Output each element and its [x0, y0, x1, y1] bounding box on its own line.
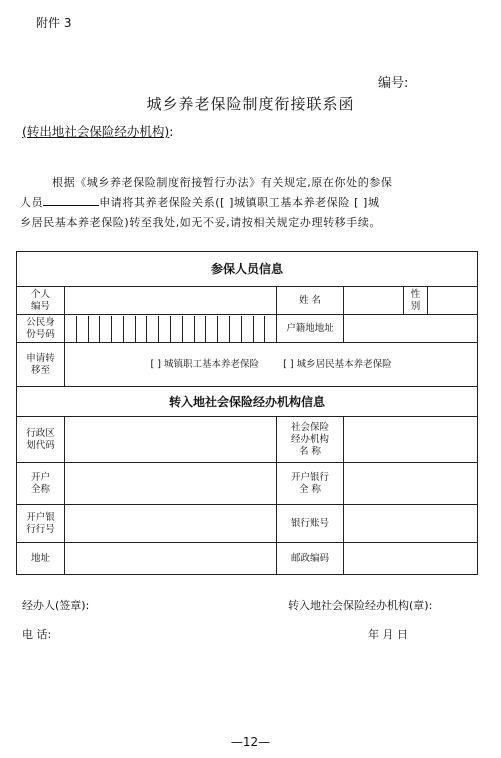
option-resident-pension[interactable]: [ ] 城乡居民基本养老保险	[283, 358, 392, 370]
name-label: 姓 名	[277, 287, 344, 315]
bank-code-label: 开户银 行行号	[17, 505, 65, 543]
account-name-label: 开户 全称	[17, 463, 65, 505]
gender-field[interactable]	[428, 287, 478, 315]
body-line-1: 根据《城乡养老保险制度衔接暂行办法》有关规定,原在你处的参保	[52, 176, 393, 189]
address-field[interactable]	[65, 543, 277, 575]
agency-name-label: 社会保险 经办机构 名 称	[277, 417, 344, 463]
option-employee-pension[interactable]: [ ] 城镇职工基本养老保险	[150, 358, 259, 370]
address-label: 地址	[17, 543, 65, 575]
handler-signature-label: 经办人(签章):	[22, 599, 90, 612]
hukou-address-field[interactable]	[344, 315, 478, 343]
body-line-2-suffix: 申请将其养老保险关系([ ]城镇职工基本养老保险 [ ]城	[99, 196, 380, 209]
citizen-id-digit-boxes[interactable]	[65, 315, 277, 343]
postcode-label: 邮政编码	[277, 543, 344, 575]
body-line-2-prefix: 人员	[20, 196, 44, 209]
bank-code-field[interactable]	[65, 505, 277, 543]
personal-id-field[interactable]	[65, 287, 277, 315]
transfer-options	[65, 343, 478, 387]
contact-form-table	[16, 251, 478, 575]
personal-id-label: 个人 编号	[17, 287, 65, 315]
phone-label: 电 话:	[22, 628, 52, 641]
citizen-id-label: 公民身 份号码	[17, 315, 65, 343]
body-line-2	[20, 194, 380, 210]
bank-name-field[interactable]	[344, 463, 478, 505]
page-number: —12—	[230, 735, 271, 749]
agency-seal-label: 转入地社会保险经办机构(章):	[288, 599, 433, 612]
agency-name-field[interactable]	[344, 417, 478, 463]
name-field[interactable]	[344, 287, 404, 315]
body-line-3: 乡居民基本养老保险)转至我处,如无不妥,请按相关规定办理转移手续。	[20, 216, 382, 229]
postcode-field[interactable]	[344, 543, 478, 575]
insured-name-blank[interactable]	[43, 195, 99, 206]
transfer-to-label: 申请转 移至	[17, 343, 65, 387]
admin-code-label: 行政区 划代码	[17, 417, 65, 463]
page-title: 城乡养老保险制度衔接联系函	[146, 95, 355, 113]
addressee-agency: (转出地社会保险经办机构)	[22, 124, 170, 139]
bank-account-field[interactable]	[344, 505, 478, 543]
section-insured-info-title: 参保人员信息	[17, 252, 478, 287]
addressee-colon: :	[169, 124, 174, 139]
bank-account-label: 银行账号	[277, 505, 344, 543]
admin-code-field[interactable]	[65, 417, 277, 463]
bank-name-label: 开户银行 全 称	[277, 463, 344, 505]
addressee	[22, 122, 173, 140]
gender-label: 性 别	[404, 287, 428, 315]
date-label: 年 月 日	[368, 628, 408, 641]
section-agency-info-title: 转入地社会保险经办机构信息	[17, 387, 478, 417]
hukou-address-label: 户籍地地址	[277, 315, 344, 343]
account-name-field[interactable]	[65, 463, 277, 505]
document-number-label: 编号:	[378, 76, 409, 91]
attachment-label: 附件 3	[36, 16, 72, 30]
